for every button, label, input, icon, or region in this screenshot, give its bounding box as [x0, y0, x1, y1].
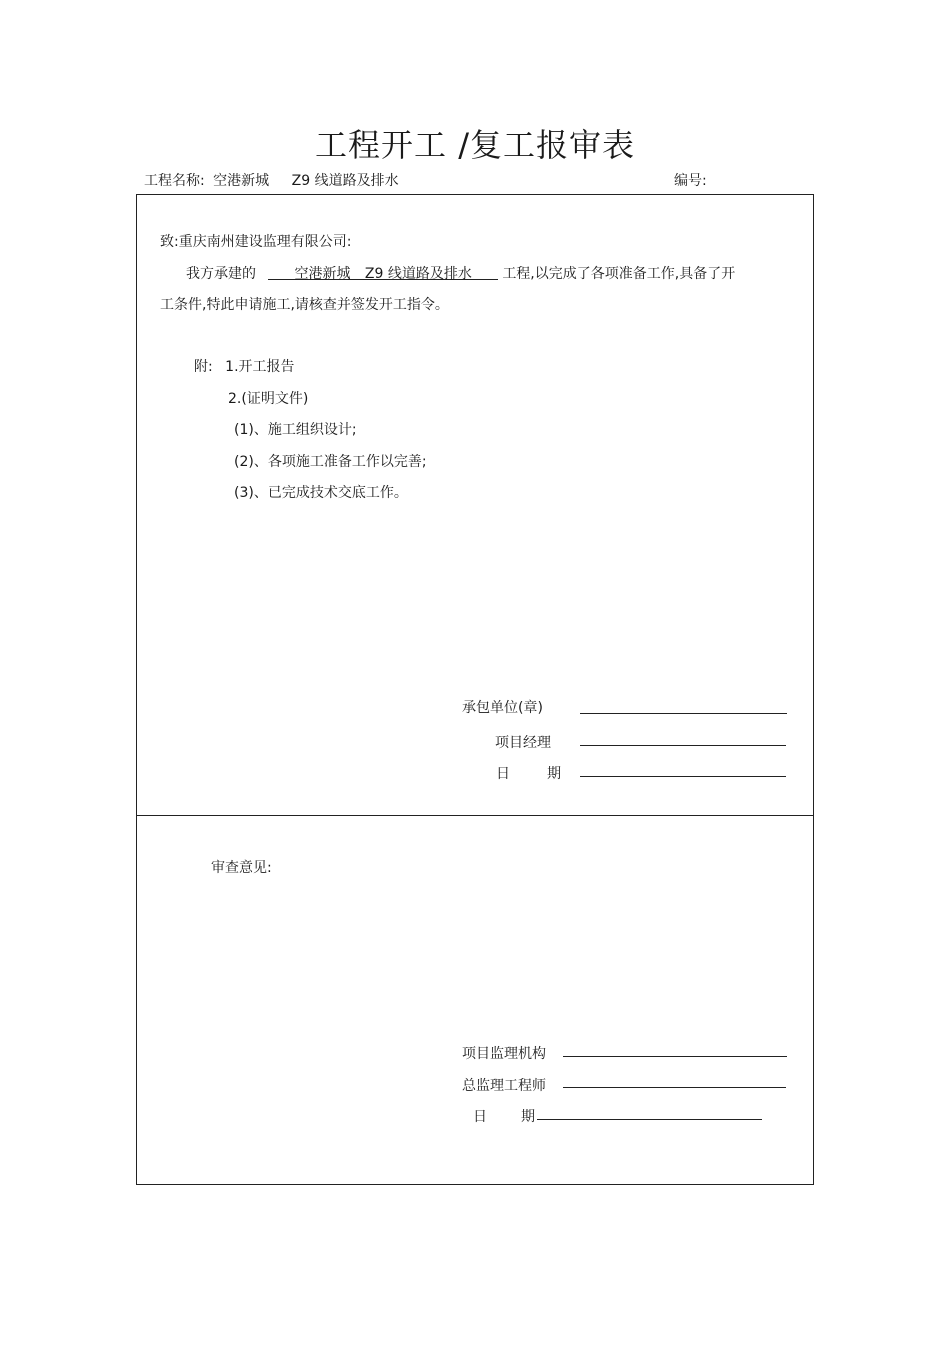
review-date-line[interactable]	[537, 1119, 762, 1120]
body-suffix: 工程,以完成了各项准备工作,具备了开	[502, 266, 736, 282]
attachment-sub-3: (3)、已完成技术交底工作。	[234, 485, 408, 501]
body-project-underline	[268, 263, 497, 280]
letter-body-line1	[186, 263, 735, 283]
number-label: 编号:	[674, 173, 707, 189]
letter-body-line2: 工条件,特此申请施工,请核查并签发开工指令。	[160, 297, 449, 313]
section-divider	[136, 815, 814, 816]
contractor-date-line[interactable]	[580, 776, 786, 777]
attachment-sub-2: (2)、各项施工准备工作以完善;	[234, 454, 427, 470]
page-title: 工程开工 /复工报审表	[315, 126, 635, 164]
project-name-row	[144, 170, 399, 190]
project-label: 工程名称:	[144, 173, 205, 189]
body-project-a: 空港新城	[294, 266, 351, 282]
supervision-agency-label: 项目监理机构	[462, 1046, 546, 1062]
attachment-item-1: 1.开工报告	[225, 359, 295, 375]
contractor-date-label-b: 期	[547, 766, 561, 782]
project-manager-line[interactable]	[580, 745, 786, 746]
form-frame	[136, 194, 814, 1185]
chief-engineer-label: 总监理工程师	[462, 1078, 546, 1094]
contractor-unit-line[interactable]	[580, 713, 787, 714]
project-name-suffix: Z9 线道路及排水	[291, 173, 399, 189]
contractor-date-label-a: 日	[496, 766, 510, 782]
review-opinion-label: 审查意见:	[211, 860, 272, 876]
body-project-b: Z9 线道路及排水	[364, 266, 472, 282]
review-date-label-b: 期	[521, 1109, 535, 1125]
body-prefix: 我方承建的	[186, 266, 256, 282]
supervision-agency-line[interactable]	[563, 1056, 787, 1057]
chief-engineer-line[interactable]	[563, 1087, 786, 1088]
addressee: 致:重庆南州建设监理有限公司:	[160, 234, 352, 250]
project-name: 空港新城	[213, 173, 270, 189]
attachment-item-2: 2.(证明文件)	[228, 391, 309, 407]
contractor-unit-label: 承包单位(章)	[462, 700, 543, 716]
attachments-label: 附:	[194, 359, 213, 375]
attachment-sub-1: (1)、施工组织设计;	[234, 422, 357, 438]
attachments-row1	[194, 356, 295, 376]
project-manager-label: 项目经理	[495, 735, 551, 751]
review-date-label-a: 日	[473, 1109, 487, 1125]
